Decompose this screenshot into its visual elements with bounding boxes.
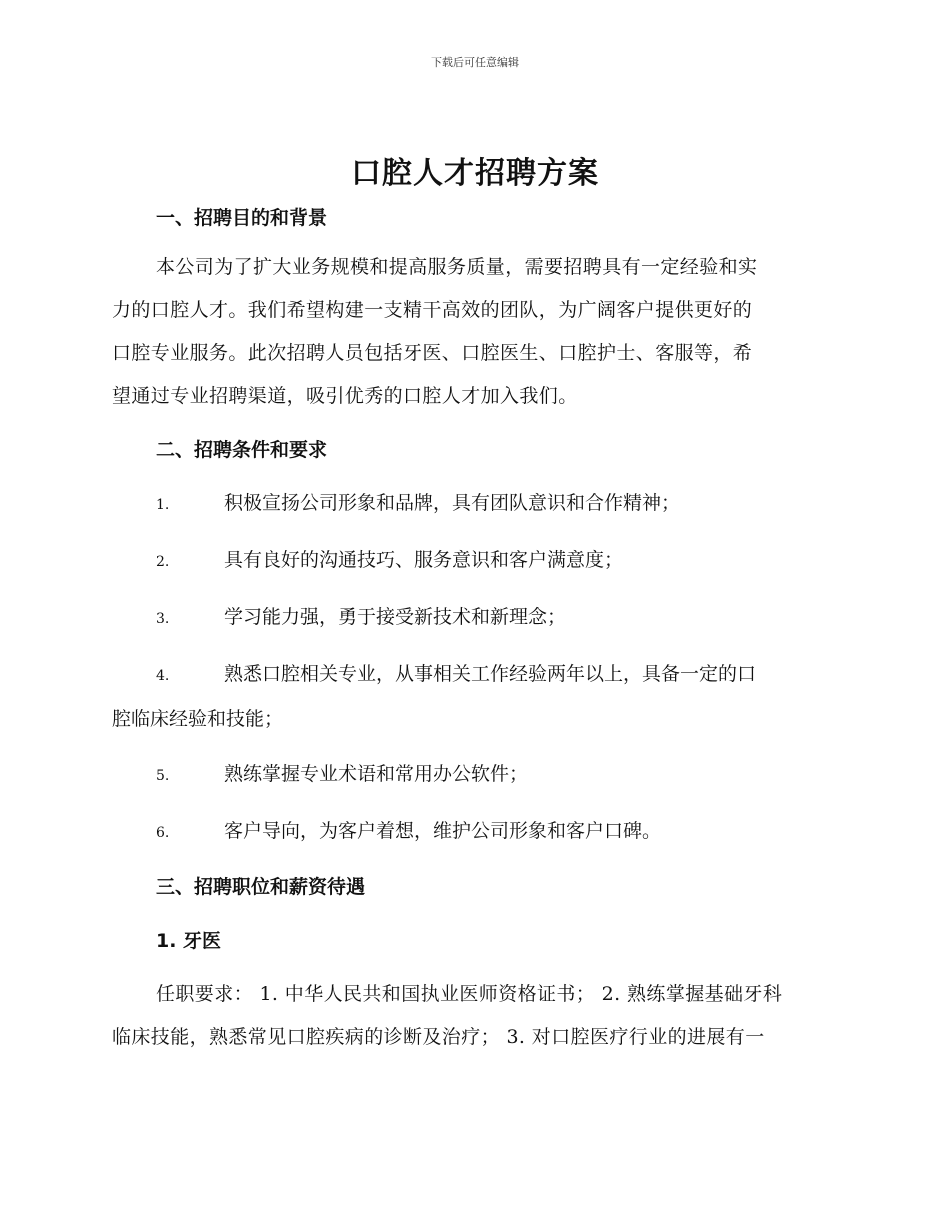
list-item [112, 539, 838, 584]
list-item-number: 5. [156, 768, 170, 784]
section1-line: 本公司为了扩大业务规模和提高服务质量，需要招聘具有一定经验和实 [156, 256, 758, 278]
section1-line: 望通过专业招聘渠道，吸引优秀的口腔人才加入我们。 [112, 385, 578, 407]
section1-line: 力的口腔人才。我们希望构建一支精干高效的团队，为广阔客户提供更好的 [112, 299, 753, 321]
list-item-text: 学习能力强，勇于接受新技术和新理念； [224, 606, 567, 628]
list-item-number: 4. [156, 668, 170, 684]
list-item-continuation: 腔临床经验和技能； [112, 708, 284, 730]
list-item [112, 596, 838, 641]
section1-line: 口腔专业服务。此次招聘人员包括牙医、口腔医生、口腔护士、客服等，希 [112, 342, 753, 364]
section2-heading: 二、招聘条件和要求 [156, 439, 328, 461]
section3-line: 任职要求： 1. 中华人民共和国执业医师资格证书； 2. 熟练掌握基础牙科 [156, 983, 783, 1005]
document-page [112, 150, 838, 1059]
document-title: 口腔人才招聘方案 [351, 156, 599, 191]
list-item-text: 积极宣扬公司形象和品牌，具有团队意识和合作精神； [224, 492, 681, 514]
list-item [112, 810, 838, 855]
list-item-number: 3. [156, 611, 170, 627]
list-item [112, 653, 838, 698]
section3-line: 临床技能，熟悉常见口腔疾病的诊断及治疗； 3. 对口腔医疗行业的进展有一 [112, 1026, 765, 1048]
list-item-text: 熟练掌握专业术语和常用办公软件； [224, 763, 529, 785]
section1-heading: 一、招聘目的和背景 [156, 207, 328, 229]
list-item-number: 1. [156, 497, 170, 513]
list-item-text: 客户导向，为客户着想，维护公司形象和客户口碑。 [224, 820, 662, 842]
section3-heading: 三、招聘职位和薪资待遇 [156, 876, 366, 898]
position-heading-dentist: 1. 牙医 [156, 930, 222, 952]
list-item [112, 753, 838, 798]
list-item-number: 2. [156, 554, 170, 570]
list-item-text: 熟悉口腔相关专业，从事相关工作经验两年以上，具备一定的口 [224, 663, 757, 685]
list-item-text: 具有良好的沟通技巧、服务意识和客户满意度； [224, 549, 624, 571]
header-note: 下载后可任意编辑 [431, 56, 519, 69]
list-item [112, 482, 838, 527]
list-item-number: 6. [156, 825, 170, 841]
